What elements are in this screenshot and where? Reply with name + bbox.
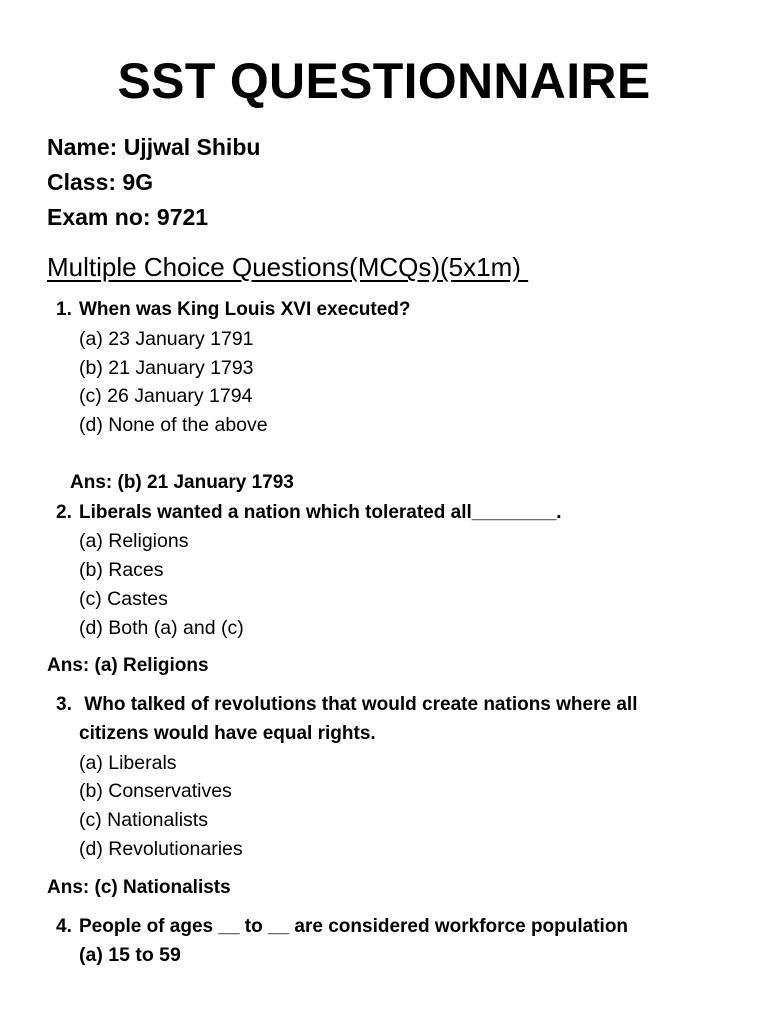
question-text: Who talked of revolutions that would create nations where all xyxy=(79,694,638,715)
question-2 xyxy=(56,499,746,527)
option: (b) Conservatives xyxy=(79,780,232,802)
question-3-continued: citizens would have equal rights. xyxy=(79,723,376,744)
question-number: 3. xyxy=(56,694,72,715)
option: (a) 23 January 1791 xyxy=(79,328,254,350)
option: (c) Castes xyxy=(79,588,168,610)
option: (d) Revolutionaries xyxy=(79,838,243,860)
question-text: People of ages __ to __ are considered workforce population xyxy=(79,916,629,937)
question-text: Liberals wanted a nation which tolerated all________. xyxy=(79,502,562,523)
answer-1: Ans: (b) 21 January 1793 xyxy=(70,472,294,493)
option: (a) Liberals xyxy=(79,752,177,774)
exam-number: Exam no: 9721 xyxy=(47,204,209,230)
answer-3: Ans: (c) Nationalists xyxy=(47,877,231,898)
question-4 xyxy=(56,913,746,941)
page-title: SST QUESTIONNAIRE xyxy=(117,53,651,109)
option: (d) None of the above xyxy=(79,414,268,436)
option: (a) 15 to 59 xyxy=(79,944,181,966)
question-text: When was King Louis XVI executed? xyxy=(79,299,411,320)
question-1 xyxy=(56,296,746,324)
option: (a) Religions xyxy=(79,530,189,552)
option: (c) Nationalists xyxy=(79,809,208,831)
student-name: Name: Ujjwal Shibu xyxy=(47,134,261,160)
question-3 xyxy=(56,691,746,719)
section-heading: Multiple Choice Questions(MCQs)(5x1m) xyxy=(47,252,529,282)
question-number: 2. xyxy=(56,502,72,523)
option: (b) Races xyxy=(79,559,164,581)
question-number: 1. xyxy=(56,299,72,320)
question-number: 4. xyxy=(56,916,72,937)
option: (c) 26 January 1794 xyxy=(79,385,253,407)
student-class: Class: 9G xyxy=(47,169,154,195)
option: (b) 21 January 1793 xyxy=(79,357,254,379)
option: (d) Both (a) and (c) xyxy=(79,617,244,639)
answer-2: Ans: (a) Religions xyxy=(47,655,209,676)
